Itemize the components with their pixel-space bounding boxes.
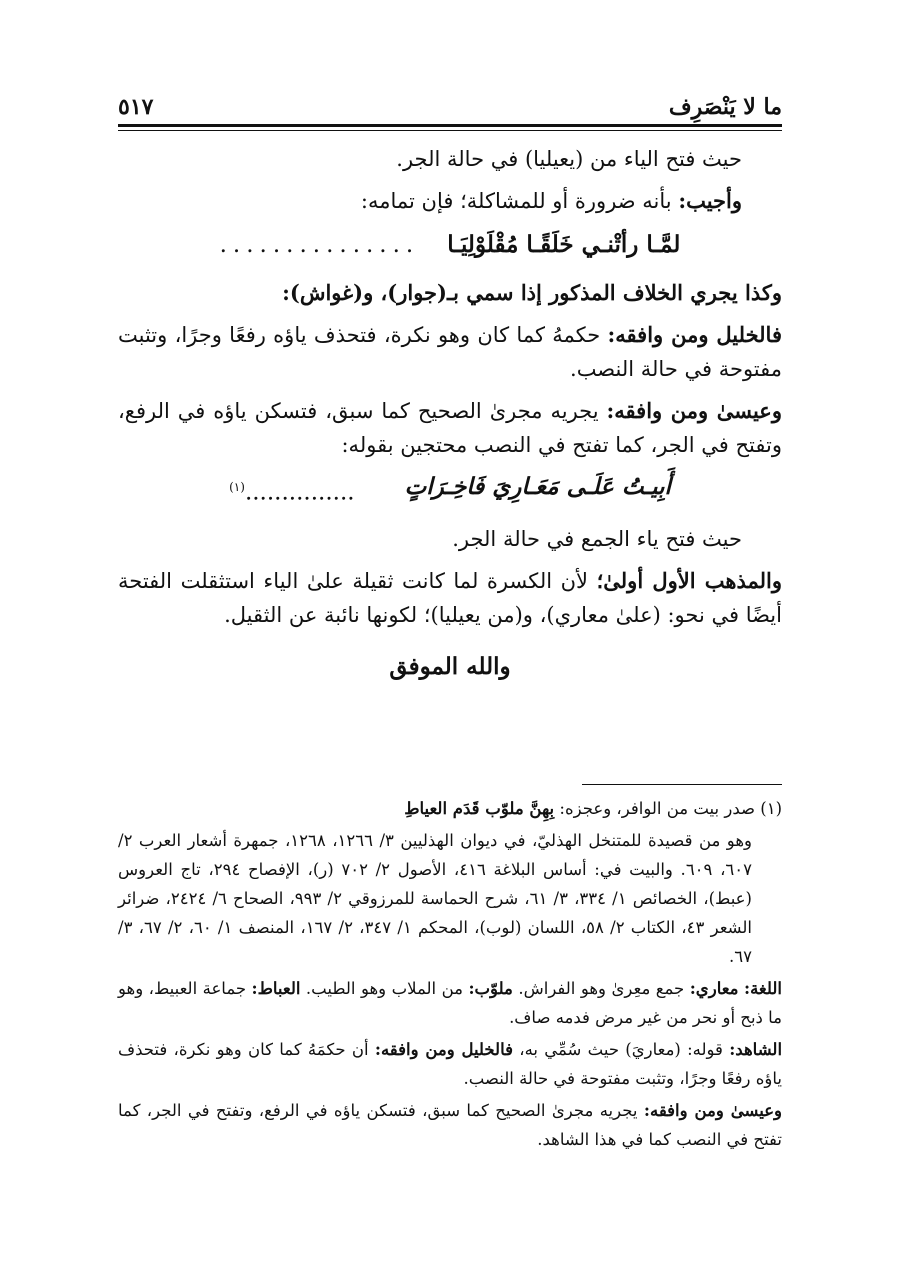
footnote-isa	[118, 1096, 782, 1154]
shahid-label: الشاهد:	[729, 1040, 783, 1059]
lugha-word-2: ملوّب:	[468, 979, 513, 998]
shahid-text-2: أن حكمَهُ كما كان وهو نكرة، فتحذف ياؤه رفعًا وجرًا، وتثبت مفتوحة في حالة النصب.	[118, 1040, 782, 1088]
main-text	[118, 142, 782, 684]
lugha-text-1: جمع معِرىٰ وهو الفراش.	[518, 979, 685, 998]
paragraph-2	[118, 184, 782, 218]
page-number: ٥١٧	[118, 94, 154, 120]
paragraph-4-label: فالخليل ومن وافقه:	[607, 322, 782, 347]
footnote-shahid	[118, 1035, 782, 1093]
footnote-lugha	[118, 974, 782, 1032]
footnote-1-hemistich: بِهِنَّ ملوّب قَدَم العياطِ	[404, 799, 555, 818]
footnote-separator	[582, 784, 782, 785]
footnote-1-intro: (١) صدر بيت من الوافر، وعجزه:	[559, 799, 782, 818]
header-rule-thin	[118, 130, 782, 131]
verse-2-text: أَبِيـتُ عَلَـى مَعَـارِيَ فَاخِـرَاتٍ	[404, 473, 671, 500]
paragraph-7-label: والمذهب الأول أولىٰ؛	[596, 567, 783, 593]
verse-2-dots: ...............	[244, 479, 355, 506]
footnote-1	[118, 794, 782, 823]
paragraph-2-label: وأجيب:	[678, 188, 742, 213]
running-title: ما لا يَنْصَرِف	[668, 94, 782, 120]
paragraph-4	[118, 318, 782, 386]
verse-1-text: لمَّـا رأتْنـي خَلَقًـا مُقْلَوْلِيَـا	[447, 231, 681, 258]
isa-label: وعيسىٰ ومن وافقه:	[643, 1101, 783, 1120]
paragraph-6: حيث فتح ياء الجمع في حالة الجر.	[452, 526, 742, 551]
paragraph-3: وكذا يجري الخلاف المذكور إذا سمي بـ(جوار)، و(غواش):	[282, 280, 782, 305]
lugha-text-3: جماعة العبيط، وهو ما ذبح أو نحر من غير مرض فدمه صاف.	[118, 979, 782, 1027]
lugha-label: اللغة:	[743, 979, 782, 998]
paragraph-7	[118, 564, 782, 632]
paragraph-7-text: لأن الكسرة لما كانت ثقيلة علىٰ الياء استثقلت الفتحة أيضًا في نحو: (علىٰ معاري)، و(من يعيليا)؛ لكونها نائبة عن الثقيل.	[118, 568, 782, 627]
lugha-word-3: العباط:	[251, 979, 301, 998]
paragraph-5-label: وعيسىٰ ومن وافقه:	[606, 398, 782, 423]
lugha-text-2: من الملاب وهو الطيب.	[305, 979, 463, 998]
verse-1-dots: ...............	[219, 232, 420, 258]
shahid-text-1: قوله: (معاريَ) حيث سُمِّي به،	[519, 1040, 723, 1059]
header-rule-thick	[118, 124, 782, 127]
shahid-bold: فالخليل ومن وافقه:	[374, 1040, 513, 1059]
verse-2-tail	[229, 470, 355, 510]
footnote-1-sources: وهو من قصيدة للمتنخل الهذليّ، في ديوان الهذليين ٣/ ١٢٦٦، ١٢٦٨، جمهرة أشعار العرب ٢/ ٦٠٧، ٦٠٩. والبيت في: أساس البلاغة ٤١٦، الأصول ٢/ ٧٠٢ (ر)، الإفصاح ٢٩٤، تاج العروس (عبط)، الخصائص ١/ ٣٣٤، ٣/ ٦١، شرح الحماسة للمرزوقي ٢/ ٩٩٣، الصحاح ٦/ ٢٤٢٤، ضرائر الشعر ٤٣، الكتاب ٢/ ٥٨، اللسان (لوب)، المحكم ١/ ٣٤٧، ٢/ ١٦٧، المنصف ١/ ٦٠، ٢/ ٦٧، ٣/ ٦٧.	[118, 831, 752, 966]
paragraph-5	[118, 394, 782, 462]
page-header	[118, 86, 782, 120]
isa-text: يجريه مجرىٰ الصحيح كما سبق، فتسكن ياؤه في الرفع، وتفتح في الجر، كما تفتح في النصب كما في هذا الشاهد.	[118, 1101, 782, 1149]
paragraph-1: حيث فتح الياء من (يعيليا) في حالة الجر.	[396, 147, 742, 171]
paragraph-5-text: يجريه مجرىٰ الصحيح كما سبق، فتسكن ياؤه في الرفع، وتفتح في الجر، كما تفتح في النصب محتجين بقوله:	[118, 399, 782, 457]
verse-2	[118, 470, 782, 510]
lugha-word-1: معاري:	[689, 979, 739, 998]
paragraph-2-text: بأنه ضرورة أو للمشاكلة؛ فإن تمامه:	[360, 189, 672, 213]
verse-1	[118, 228, 782, 262]
footnotes	[118, 794, 782, 1157]
closing-formula: والله الموفق	[389, 652, 511, 680]
footnote-ref-1[interactable]: (١)	[229, 480, 245, 494]
paragraph-4-text: حكمهُ كما كان وهو نكرة، فتحذف ياؤه رفعًا وجرًا، وتثبت مفتوحة في حالة النصب.	[118, 323, 782, 381]
